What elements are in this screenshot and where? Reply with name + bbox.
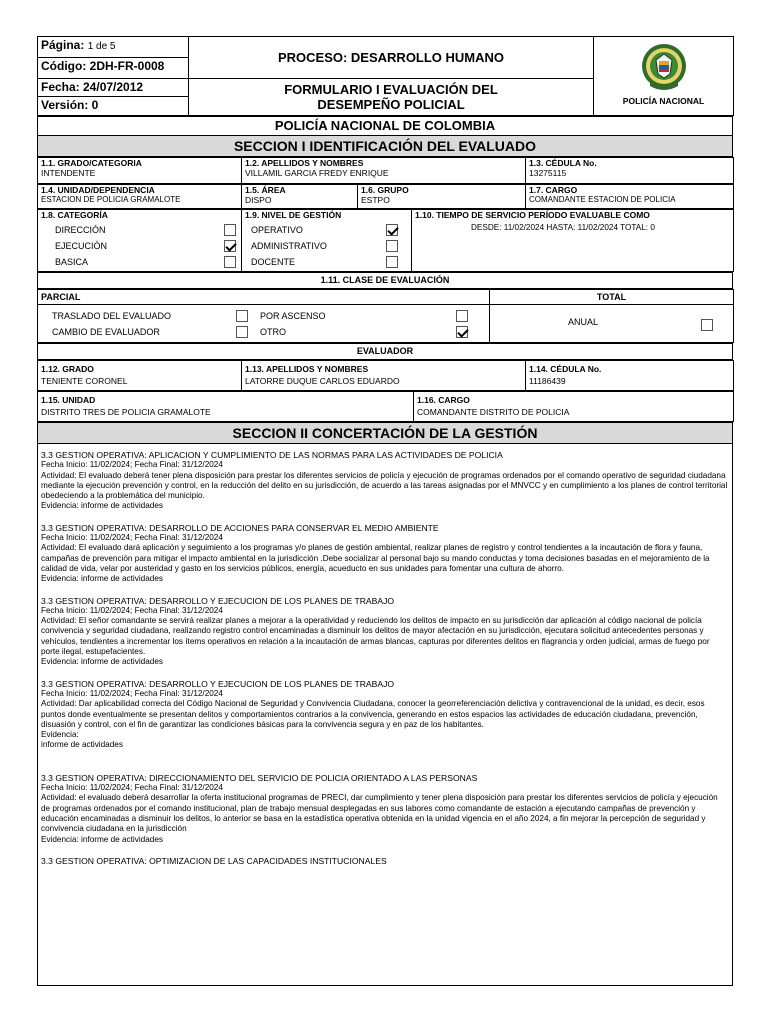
section1-title: SECCION I IDENTIFICACIÓN DEL EVALUADO [38, 136, 733, 157]
item-evidencia: Evidencia: informe de actividades [41, 834, 163, 844]
codigo: Código: 2DH-FR-0008 [38, 58, 189, 79]
area-label: 1.5. ÁREA [245, 185, 286, 195]
item-fechas: Fecha Inicio: 11/02/2024; Fecha Final: 31/12/2024 [41, 533, 223, 543]
nivel-operativo-checkbox[interactable] [386, 224, 398, 236]
item-actividad: Actividad: El señor comandante se servirá realizar planes a mejorar a la operatividad y reduciendo los delitos de impacto en su jurisdicción dar aplicación al código nacional de policía convivencia y seguridad ciudadana, realizando registro control encaminadas a disminuir los delitos de mayor afectación en su jurisdicción, ejecutara solicitud antecedentes personas y vehículos, tendientes a incrementar los ítems operativos en relación a la incautación de armas blancas, capturas por diferentes delitos en flagrancia y orden judicial, armas de fuego por porte ilegal, estupefacientes. [41, 616, 710, 657]
section2-title: SECCION II CONCERTACIÓN DE LA GESTIÓN [38, 423, 733, 444]
evaluador-nombres-value: LATORRE DUQUE CARLOS EDUARDO [245, 376, 400, 386]
anual-label: ANUAL [568, 317, 599, 327]
evaluador-cargo-value: COMANDANTE DISTRITO DE POLICIA [417, 407, 570, 417]
categoria-direccion: DIRECCIÓN [55, 224, 106, 235]
categoria-ejecucion-checkbox[interactable] [224, 240, 236, 252]
policia-crest-icon [640, 42, 688, 94]
logo-caption: POLICÍA NACIONAL [622, 96, 705, 106]
gestion-item [41, 523, 729, 585]
gestion-item [41, 450, 729, 512]
item-title: 3.3 GESTION OPERATIVA: APLICACION Y CUMPLIMIENTO DE LAS NORMAS PARA LAS ACTIVIDADES DE POLICIA [41, 450, 503, 460]
nivel-administrativo: ADMINISTRATIVO [251, 240, 327, 251]
cambio-label: CAMBIO DE EVALUADOR [52, 327, 160, 337]
traslado-checkbox[interactable] [236, 310, 248, 322]
evaluador-grado-label: 1.12. GRADO [41, 364, 94, 374]
cargo-label: 1.7. CARGO [529, 185, 578, 195]
grupo-value: ESTPO [361, 195, 390, 205]
categoria-ejecucion: EJECUCIÓN [55, 240, 108, 251]
nombres-label: 1.2. APELLIDOS Y NOMBRES [245, 158, 364, 168]
proceso-title: PROCESO: DESARROLLO HUMANO [189, 37, 594, 79]
categoria-block [38, 210, 242, 272]
item-title: 3.3 GESTION OPERATIVA: OPTIMIZACION DE LAS CAPACIDADES INSTITUCIONALES [41, 855, 387, 866]
ascenso-checkbox[interactable] [456, 310, 468, 322]
fecha: Fecha: 24/07/2012 [38, 79, 189, 97]
gestion-item [41, 773, 729, 845]
section2-content [37, 444, 733, 986]
pagina-cell [38, 37, 189, 58]
evaluador-cargo-label: 1.16. CARGO [417, 395, 470, 405]
nivel-operativo: OPERATIVO [251, 224, 303, 235]
gestion-item [41, 596, 729, 668]
nivel-docente: DOCENTE [251, 256, 296, 267]
evaluador-unidad-value: DISTRITO TRES DE POLICIA GRAMALOTE [41, 407, 211, 417]
anual-checkbox[interactable] [701, 319, 713, 331]
grupo-label: 1.6. GRUPO [361, 185, 409, 195]
evaluador-grado-value: TENIENTE CORONEL [41, 376, 128, 386]
otro-checkbox[interactable] [456, 326, 468, 338]
item-fechas: Fecha Inicio: 11/02/2024; Fecha Final: 31/12/2024 [41, 605, 223, 615]
item-evidencia: Evidencia: [41, 730, 79, 740]
gestion-item [41, 856, 729, 866]
cambio-checkbox[interactable] [236, 326, 248, 338]
item-actividad: Actividad: El evaluado dará aplicación y seguimiento a los programas y/o planes de gestión ambiental, realizar planes de registro y control tendientes a la incautación de flora y fauna, campañas de prevención para mitigar el impacto ambiental en la jurisdicción .Debe socializar al personal bajo su mando conductas y toma decisiones basadas en el mejoramiento de la calidad de vida, velar por austeridad y gasto en los servicios públicos, energía, acueducto en sus unidades para fomentar una cultura de ahorro. [41, 543, 710, 573]
grado-label: 1.1. GRADO/CATEGORIA [41, 158, 142, 168]
item-fechas: Fecha Inicio: 11/02/2024; Fecha Final: 31/12/2024 [41, 460, 223, 470]
item-fechas: Fecha Inicio: 11/02/2024; Fecha Final: 31/12/2024 [41, 688, 223, 698]
otro-label: OTRO [260, 327, 286, 337]
parcial-label: PARCIAL [38, 290, 490, 305]
nivel-block [242, 210, 412, 272]
org-title: POLICÍA NACIONAL DE COLOMBIA [38, 117, 733, 136]
cargo-value: COMANDANTE ESTACION DE POLICIA [529, 195, 676, 204]
item-actividad: Actividad: El evaluado deberá tener plena disposición para prestar los diferentes servicios de policía y ejecución de programas ordenados por el comando operativo de seguridad ciudadana mediante la ejecución prevención y control, en la reducción del delito en su jurisdicción, de acuerdo a las tareas asignadas por el MNVCC y en cumplimiento a los planes de control territorial obedeciendo a la problemática del municipio. [41, 470, 728, 501]
nombres-value: VILLAMIL GARCIA FREDY ENRIQUE [245, 168, 389, 178]
evaluador-cedula-value: 11186439 [529, 376, 566, 386]
evaluation-form [37, 36, 733, 1024]
cedula-label: 1.3. CÉDULA No. [529, 158, 597, 168]
item-title: 3.3 GESTION OPERATIVA: DESARROLLO Y EJECUCION DE LOS PLANES DE TRABAJO [41, 678, 395, 689]
item-title: 3.3 GESTION OPERATIVA: DESARROLLO DE ACCIONES PARA CONSERVAR EL MEDIO AMBIENTE [41, 522, 439, 533]
item-actividad: Actividad: el evaluado deberá desarrollar la oferta institucional programas de PRECI, dar cumplimiento y tener plena disposición para prestar los diferentes servicios de policía y ejecución de programas ordenados por el comando institucional, plan de trabajo mensual desplegadas en sus labores como comandante de estación a ejecutando campañas de prevención y educación encaminadas a disminuir los delitos, lo anterior se basa en la estadística operativa obtenida en la unidad vigencia en el año 2024, a fin mejorar la percepción de seguridad y convivencia ciudadana en la jurisdicción [41, 793, 718, 834]
item-title: 3.3 GESTION OPERATIVA: DESARROLLO Y EJECUCION DE LOS PLANES DE TRABAJO [41, 595, 395, 606]
gestion-item [41, 679, 729, 751]
tiempo-label: 1.10. TIEMPO DE SERVICIO PERÍODO EVALUABLE COMO [415, 210, 650, 220]
categoria-basica-checkbox[interactable] [224, 256, 236, 268]
evaluado-table [37, 157, 734, 184]
logo-cell [594, 37, 734, 116]
tiempo-block [412, 210, 734, 272]
item-actividad: Actividad: Dar aplicabilidad correcta del Código Nacional de Seguridad y Convivencia Ciudadana, conocer la georreferenciación delictiva y contravencional de la unidad, es decir, esos puntos donde eventualmente se presentan delitos y comportamientos contrarios a la convivencia, generando en estos espacios las actividades de educación ciudadana, prevención, disuasión y control, con el fin de garantizar las condiciones básicas para la convivencia segura y en paz de los habitantes. [41, 699, 705, 729]
item-evidencia: Evidencia: informe de actividades [41, 574, 163, 584]
pagina-label: Página: [41, 38, 85, 52]
unidad-value: ESTACION DE POLICIA GRAMALOTE [41, 195, 181, 204]
item-title: 3.3 GESTION OPERATIVA: DIRECCIONAMIENTO DEL SERVICIO DE POLICIA ORIENTADO A LAS PERSONAS [41, 772, 478, 783]
tiempo-value: DESDE: 11/02/2024 HASTA: 11/02/2024 TOTAL: 0 [471, 223, 655, 232]
pagina-value: 1 de 5 [87, 41, 116, 52]
clase-title: 1.11. CLASE DE EVALUACIÓN [38, 273, 733, 289]
evaluador-nombres-label: 1.13. APELLIDOS Y NOMBRES [245, 364, 369, 374]
version: Versión: 0 [38, 97, 189, 116]
form-header [37, 36, 734, 116]
formulario-title: FORMULARIO I EVALUACIÓN DEL DESEMPEÑO POLICIAL [189, 79, 594, 116]
evaluador-cedula-label: 1.14. CÉDULA No. [529, 364, 602, 374]
evaluador-unidad-label: 1.15. UNIDAD [41, 395, 96, 405]
traslado-label: TRASLADO DEL EVALUADO [52, 311, 172, 321]
nivel-docente-checkbox[interactable] [386, 256, 398, 268]
cedula-value: 13275115 [529, 168, 567, 178]
grado-value: INTENDENTE [41, 168, 96, 178]
nivel-administrativo-checkbox[interactable] [386, 240, 398, 252]
item-evidencia-detail: informe de actividades [41, 740, 123, 750]
item-fechas: Fecha Inicio: 11/02/2024; Fecha Final: 31/12/2024 [41, 783, 223, 793]
categoria-direccion-checkbox[interactable] [224, 224, 236, 236]
nivel-label: 1.9. NIVEL DE GESTIÓN [245, 210, 342, 220]
item-evidencia: Evidencia: informe de actividades [41, 657, 163, 667]
area-value: DISPO [245, 195, 272, 205]
item-evidencia: Evidencia: informe de actividades [41, 501, 163, 511]
categoria-basica: BASICA [55, 256, 89, 267]
evaluador-title: EVALUADOR [38, 344, 733, 360]
categoria-label: 1.8. CATEGORÍA [41, 210, 108, 220]
unidad-label: 1.4. UNIDAD/DEPENDENCIA [41, 185, 155, 195]
ascenso-label: POR ASCENSO [260, 311, 326, 321]
total-label: TOTAL [490, 290, 734, 305]
